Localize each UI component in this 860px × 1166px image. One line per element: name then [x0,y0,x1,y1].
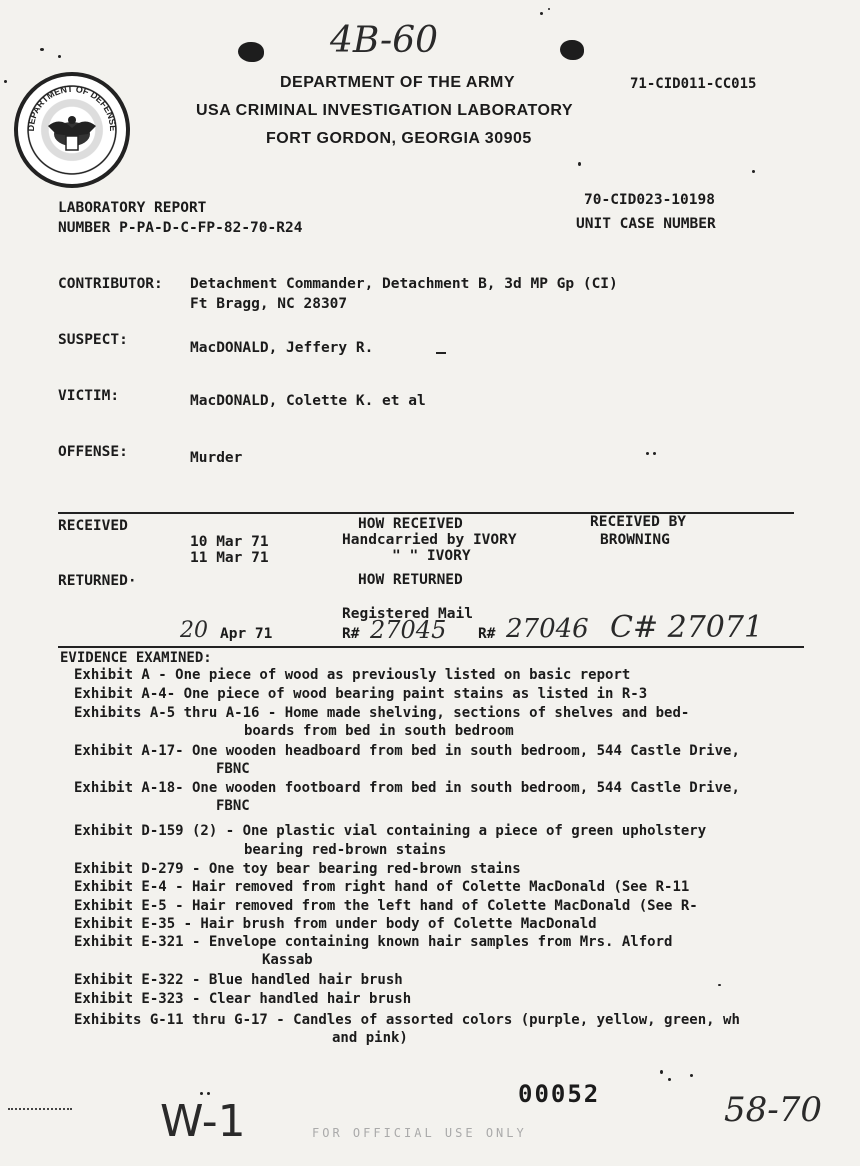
seal-text: DEPARTMENT OF DEFENSE [25,83,119,132]
evidence-heading: EVIDENCE EXAMINED: [60,650,212,666]
speck [668,1078,671,1081]
unit-case-number: 70-CID023-10198 [584,192,715,208]
ink-mark [238,42,264,62]
eagle-emblem-icon [18,76,126,184]
evidence-line: Exhibit E-5 - Hair removed from the left hand of Colette MacDonald (See R- [74,898,698,914]
evidence-line: Exhibit E-4 - Hair removed from right hand of Colette MacDonald (See R-11 [74,879,690,895]
evidence-line: Exhibits A-5 thru A-16 - Home made shelving, sections of shelves and bed- [74,705,690,721]
registry-3-number: C# 27071 [610,610,764,645]
evidence-line: FBNC [216,761,250,777]
registry-2-prefix: R# [478,626,496,642]
contributor-value-line2: Ft Bragg, NC 28307 [190,296,348,312]
dash-mark [436,352,446,354]
evidence-line: Exhibit D-159 (2) - One plastic vial containing a piece of green upholstery [74,823,707,839]
how-returned-label: HOW RETURNED [358,572,463,588]
return-date: Apr 71 [220,626,273,642]
received-label: RECEIVED [58,518,128,534]
evidence-line: Exhibit E-35 - Hair brush from under body of Colette MacDonald [74,916,597,932]
handwritten-file-number: 4B-60 [330,20,438,61]
received-date-1: 10 Mar 71 [190,534,269,550]
handwritten-page-number: 58-70 [724,1090,823,1130]
evidence-line: FBNC [216,798,250,814]
page-code: 00052 [518,1080,601,1108]
evidence-line: bearing red-brown stains [244,842,447,858]
header-laboratory: USA CRIMINAL INVESTIGATION LABORATORY [196,102,574,119]
speck [653,452,656,455]
offense-label: OFFENSE: [58,444,128,460]
speck [752,170,755,173]
received-by-label: RECEIVED BY [590,514,687,530]
evidence-line: Exhibit A-17- One wooden headboard from bed in south bedroom, 544 Castle Drive, [74,743,740,759]
return-date-handwritten: 20 [180,618,208,643]
speck [540,12,543,15]
evidence-line: Exhibits G-11 thru G-17 - Candles of assorted colors (purple, yellow, green, wh [74,1012,740,1028]
footer-dots [8,1108,72,1112]
speck [4,80,7,83]
speck [548,8,550,10]
file-number: 71-CID011-CC015 [630,76,757,92]
handwritten-w1: W-1 [160,1096,246,1147]
victim-value: MacDONALD, Colette K. et al [190,393,426,409]
receipt-bottom-rule [58,646,804,648]
evidence-line: Exhibit E-322 - Blue handled hair brush [74,972,403,988]
received-by-value: BROWNING [600,532,670,548]
header-location: FORT GORDON, GEORGIA 30905 [266,130,532,147]
speck [40,48,44,51]
received-date-2: 11 Mar 71 [190,550,269,566]
how-received-2: " " IVORY [392,548,471,564]
evidence-line: Kassab [262,952,313,968]
evidence-line: boards from bed in south bedroom [244,723,514,739]
contributor-value-line1: Detachment Commander, Detachment B, 3d MP Gp (CI) [190,276,618,292]
speck [646,452,649,455]
evidence-line: Exhibit E-321 - Envelope containing known hair samples from Mrs. Alford [74,934,673,950]
footer-faint-stamp: FOR OFFICIAL USE ONLY [312,1126,527,1140]
registry-2-number: 27046 [506,614,589,644]
speck [660,1070,663,1074]
evidence-line: Exhibit D-279 - One toy bear bearing red-brown stains [74,861,521,877]
speck [200,1092,203,1095]
ink-mark [560,40,584,60]
offense-value: Murder [190,450,243,466]
speck [718,984,721,986]
how-returned-value: Registered Mail [342,606,473,622]
report-number: NUMBER P-PA-D-C-FP-82-70-R24 [58,220,303,236]
speck [578,162,581,166]
how-received-1: Handcarried by IVORY [342,532,517,548]
how-received-label: HOW RECEIVED [358,516,463,532]
suspect-label: SUSPECT: [58,332,128,348]
evidence-line: Exhibit E-323 - Clear handled hair brush [74,991,412,1007]
dod-seal [14,72,130,188]
returned-label: RETURNED· [58,573,137,589]
evidence-line: Exhibit A - One piece of wood as previously listed on basic report [74,667,631,683]
suspect-value: MacDONALD, Jeffery R. [190,340,374,356]
unit-case-label: UNIT CASE NUMBER [576,216,716,232]
speck [58,55,61,58]
header-department: DEPARTMENT OF THE ARMY [280,74,515,91]
evidence-line: Exhibit A-18- One wooden footboard from bed in south bedroom, 544 Castle Drive, [74,780,740,796]
evidence-line: Exhibit A-4- One piece of wood bearing paint stains as listed in R-3 [74,686,648,702]
evidence-line: and pink) [332,1030,408,1046]
report-label: LABORATORY REPORT [58,200,207,216]
victim-label: VICTIM: [58,388,120,404]
speck [207,1092,210,1095]
registry-1-number: 27045 [370,616,447,644]
registry-1-prefix: R# [342,626,360,642]
contributor-label: CONTRIBUTOR: [58,276,163,292]
speck [690,1074,693,1077]
